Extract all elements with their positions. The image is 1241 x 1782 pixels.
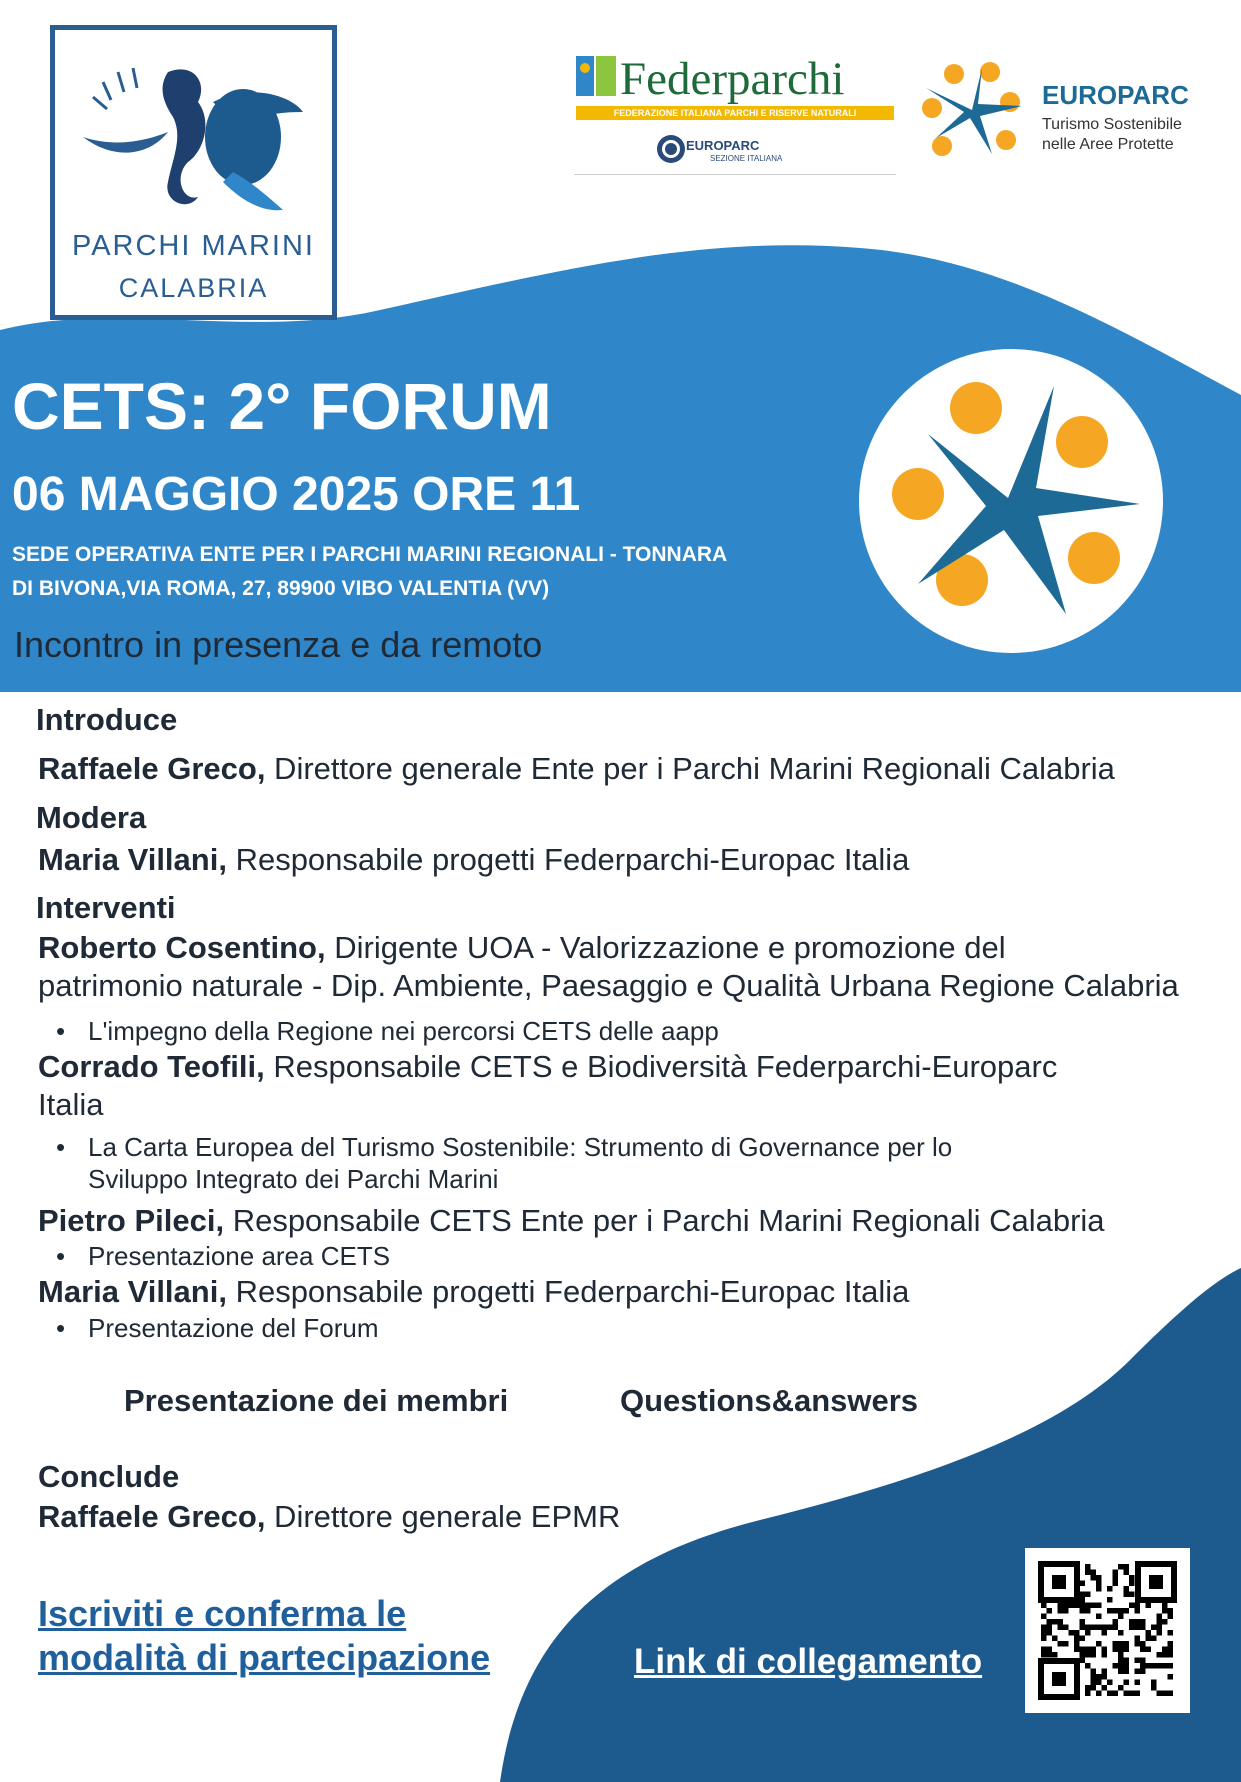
questions-answers: Questions&answers — [620, 1383, 919, 1418]
qr-code[interactable] — [1025, 1548, 1190, 1713]
parchi-logo-line2: CALABRIA — [118, 273, 269, 303]
speaker-topic-line2: Sviluppo Integrato dei Parchi Marini — [88, 1164, 499, 1194]
europe-globe-icon — [656, 134, 686, 164]
event-address — [12, 538, 862, 606]
federparchi-logo — [574, 50, 896, 175]
speaker-name: Pietro Pileci, — [38, 1203, 225, 1238]
speaker-topic — [38, 1131, 1188, 1195]
speaker-name: Maria Villani, — [38, 1274, 227, 1309]
cets-emblem-icon — [858, 348, 1164, 654]
interventi-label: Interventi — [36, 890, 176, 925]
conclude-line — [38, 1498, 620, 1536]
europarc-subtitle-line2: nelle Aree Protette — [1042, 136, 1174, 153]
introduce-role: Direttore generale Ente per i Parchi Marini Regionali Calabria — [265, 751, 1115, 786]
page-title: CETS: 2° FORUM — [12, 369, 552, 443]
federparchi-divider — [574, 174, 896, 175]
speaker-3 — [38, 1202, 1105, 1240]
connection-link[interactable]: Link di collegamento — [634, 1642, 983, 1681]
speaker-role: Responsabile progetti Federparchi-Europac Italia — [226, 1274, 910, 1309]
federparchi-title: Federparchi — [620, 53, 845, 105]
modera-role: Responsabile progetti Federparchi-Europac Italia — [226, 842, 910, 877]
europarc-star-icon — [912, 60, 1030, 160]
speaker-role: Dirigente UOA - Valorizzazione e promozione del — [325, 930, 1006, 965]
speaker-topic: • L'impegno della Regione nei percorsi CETS delle aapp — [38, 1015, 719, 1047]
presentazione-membri: Presentazione dei membri — [124, 1383, 509, 1418]
seahorse-turtle-icon — [73, 42, 313, 227]
event-date: 06 MAGGIO 2025 ORE 11 — [12, 468, 581, 521]
conclude-label: Conclude — [38, 1459, 180, 1494]
modera-name: Maria Villani, — [38, 842, 227, 877]
speaker-role: Responsabile CETS e Biodiversità Federparchi-Europarc — [264, 1049, 1058, 1084]
speaker-topic: • Presentazione area CETS — [38, 1240, 390, 1272]
introduce-name: Raffaele Greco, — [38, 751, 266, 786]
speaker-name: Roberto Cosentino, — [38, 930, 326, 965]
event-mode: Incontro in presenza e da remoto — [14, 624, 543, 665]
conclude-name: Raffaele Greco, — [38, 1499, 266, 1534]
modera-line — [38, 841, 909, 879]
parchi-marini-logo — [50, 25, 337, 320]
speaker-role-cont: patrimonio naturale - Dip. Ambiente, Paesaggio e Qualità Urbana Regione Calabria — [38, 968, 1179, 1003]
speaker-4 — [38, 1273, 909, 1311]
speaker-role-cont: Italia — [38, 1087, 104, 1122]
conclude-role: Direttore generale EPMR — [265, 1499, 621, 1534]
federparchi-europarc-label: EUROPARC — [686, 138, 760, 153]
europarc-subtitle-line1: Turismo Sostenibile — [1042, 116, 1182, 133]
qr-code-icon — [1025, 1548, 1190, 1713]
register-link[interactable]: Iscriviti e conferma le modalità di partecipazione — [38, 1593, 491, 1678]
introduce-label: Introduce — [36, 702, 178, 737]
event-address-line2: DI BIVONA,VIA ROMA, 27, 89900 VIBO VALENTIA (VV) — [12, 577, 550, 600]
europarc-title: EUROPARC — [1042, 80, 1189, 110]
federparchi-subtitle: FEDERAZIONE ITALIANA PARCHI E RISERVE NATURALI — [576, 106, 894, 120]
modera-label: Modera — [36, 800, 147, 835]
federparchi-europarc-sub: SEZIONE ITALIANA — [710, 154, 783, 163]
parchi-logo-line1: PARCHI MARINI — [72, 230, 315, 262]
speaker-2 — [38, 1048, 1218, 1124]
speaker-1 — [38, 929, 1218, 1005]
event-address-line1: SEDE OPERATIVA ENTE PER I PARCHI MARINI REGIONALI - TONNARA — [12, 543, 728, 566]
speaker-role: Responsabile CETS Ente per i Parchi Marini Regionali Calabria — [224, 1203, 1105, 1238]
speaker-topic-line1: La Carta Europea del Turismo Sostenibile: Strumento di Governance per lo — [88, 1132, 953, 1162]
speaker-topic: • Presentazione del Forum — [38, 1312, 378, 1344]
introduce-line — [38, 750, 1115, 788]
europarc-subtitle — [1042, 115, 1182, 155]
speaker-name: Corrado Teofili, — [38, 1049, 265, 1084]
federparchi-emblem-icon — [576, 56, 616, 96]
